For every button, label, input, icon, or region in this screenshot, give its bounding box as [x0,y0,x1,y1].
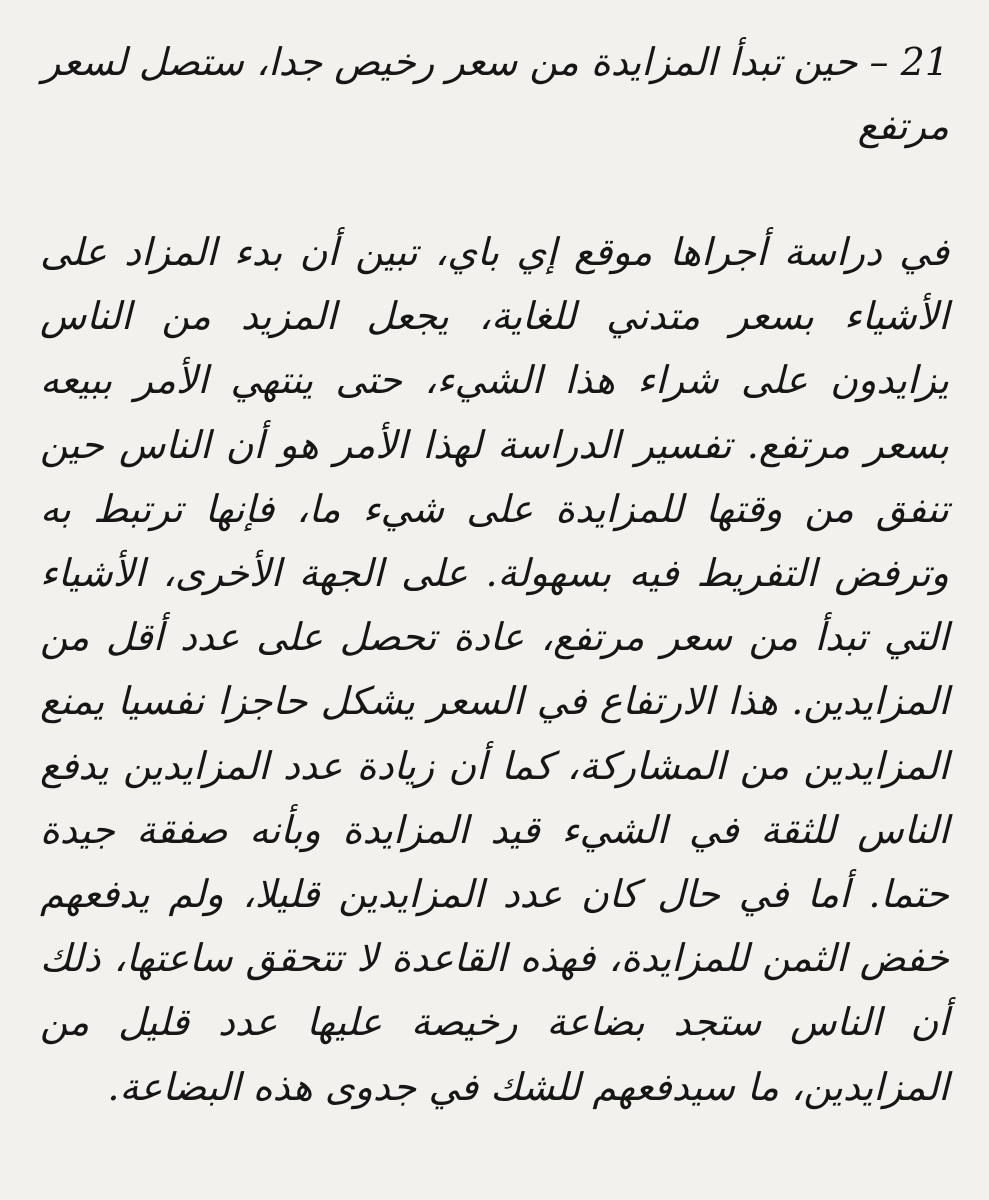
article-title: 21 – حين تبدأ المزايدة من سعر رخيص جدا، ستصل لسعر مرتفع [42,40,949,148]
article [40,30,949,1119]
article-body: في دراسة أجراها موقع إي باي، تبين أن بدء المزاد على الأشياء بسعر متدني للغاية، يجعل المزيد من الناس يزايدون على شراء هذا الشيء، حتى ينتهي الأمر ببيعه بسعر مرتفع. تفسير الدراسة لهذا الأمر هو أن الناس حين تنفق من وقتها للمزايدة على شيء ما، فإنها ترتبط به وترفض التفريط فيه بسهولة. على الجهة الأخرى، الأشياء التي تبدأ من سعر مرتفع، عادة تحصل على عدد أقل من المزايدين. هذا الارتفاع في السعر يشكل حاجزا نفسيا يمنع المزايدين من المشاركة، كما أن زيادة عدد المزايدين يدفع الناس للثقة في الشيء قيد المزايدة وبأنه صفقة جيدة حتما. أما في حال كان عدد المزايدين قليلا، ولم يدفعهم خفض الثمن للمزايدة، فهذه القاعدة لا تتحقق ساعتها، ذلك أن الناس ستجد بضاعة رخيصة عليها عدد قليل من المزايدين، ما سيدفعهم للشك في جدوى هذه البضاعة. [40,230,949,1109]
